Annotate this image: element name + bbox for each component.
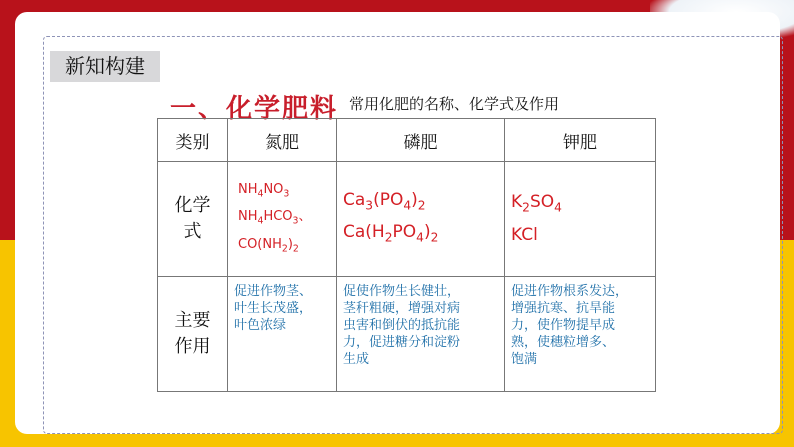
nitrogen-formulas	[228, 162, 337, 277]
header-phosphorus: 磷肥	[337, 119, 505, 162]
potassium-use: 促进作物根系发达， 增强抗寒、抗旱能 力，使作物提早成 熟，使穗粒增多、 饱满	[505, 277, 656, 392]
formula-cah2po42: $Ca(H_2PO_4)_2$	[343, 222, 439, 245]
formula-ca3po42: $Ca_3(PO_4)_2$	[343, 189, 426, 212]
table-header-row	[158, 119, 656, 162]
fertilizer-table	[157, 118, 656, 392]
section-badge: 新知构建	[50, 51, 160, 82]
phosphorus-use: 促使作物生长健壮， 茎秆粗硬，增强对病 虫害和倒伏的抵抗能 力，促进糖分和淀粉 生成	[337, 277, 505, 392]
formula-urea: $CO(NH_2)_2$	[238, 236, 299, 255]
nitrogen-use: 促进作物茎、 叶生长茂盛， 叶色浓绿	[228, 277, 337, 392]
formula-nh4hco3: $NH_4HCO_3$、	[238, 209, 312, 227]
formula-nh4no3: $NH_4NO_3$	[238, 181, 290, 200]
potassium-formulas	[505, 162, 656, 277]
header-nitrogen: 氮肥	[228, 119, 337, 162]
formula-row	[158, 162, 656, 277]
formula-row-label: 化学 式	[158, 162, 228, 277]
use-row	[158, 277, 656, 392]
formula-k2so4: $K_2SO_4$	[511, 192, 562, 215]
section-title: 一、化学肥料	[170, 94, 339, 124]
table-caption: 常用化肥的名称、化学式及作用	[349, 95, 560, 113]
header-category: 类别	[158, 119, 228, 162]
phosphorus-formulas	[337, 162, 505, 277]
use-row-label: 主要 作用	[158, 277, 228, 392]
header-potassium: 钾肥	[505, 119, 656, 162]
formula-kcl: KCl	[511, 224, 538, 245]
